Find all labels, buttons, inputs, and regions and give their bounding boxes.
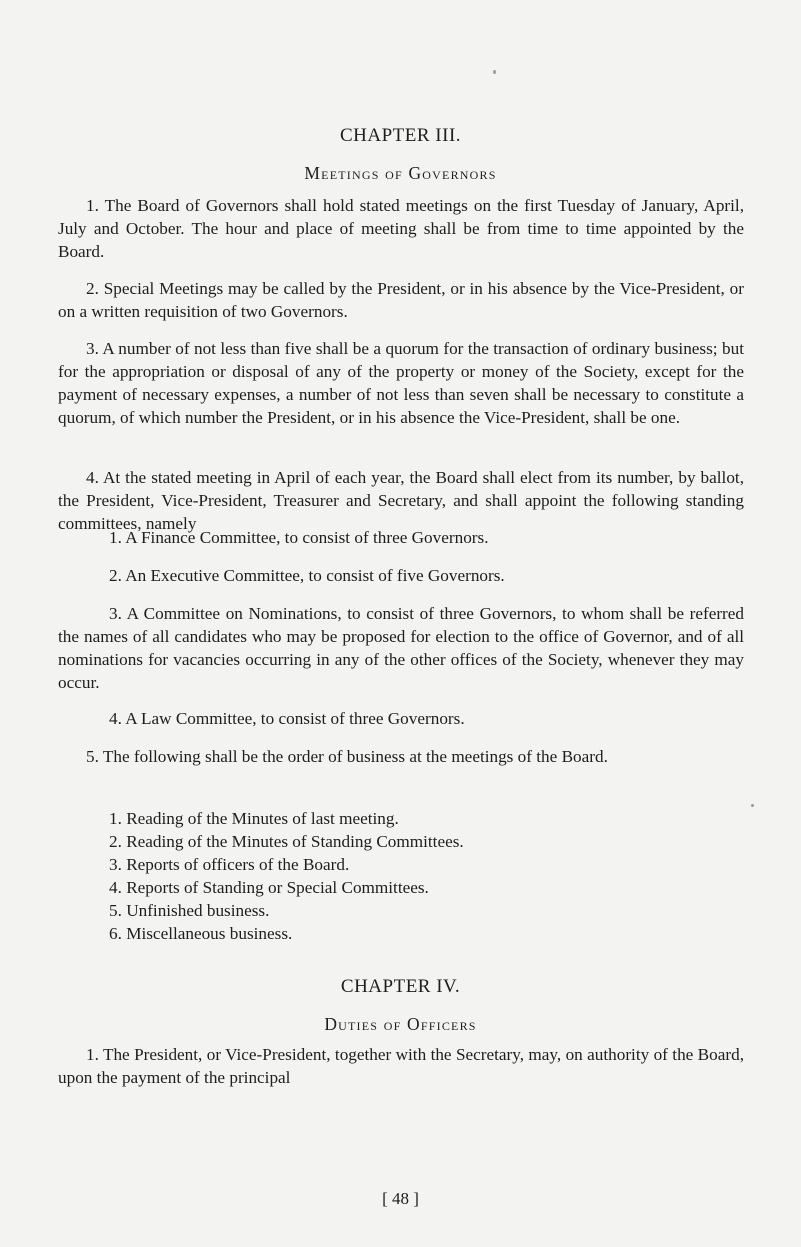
section-subheading: Meetings of Governors [304,163,497,183]
paragraph: 2. Special Meetings may be called by the President, or in his absence by the Vice-President, or on a written requisition of two Governors. [58,279,744,321]
paragraph: 3. A number of not less than five shall be a quorum for the transaction of ordinary business; but for the appropriation or disposal of any of the property or money of the Society, except for the payment of necessary expenses, a number of not less than seven shall be necessary to constitute a quorum, of which number the President, or in his absence the Vice-President, shall be one. [58,339,744,427]
ink-speck [493,70,496,74]
section-subheading: Duties of Officers [324,1014,477,1034]
list-item: 5. Unfinished business. [109,901,270,920]
list-item: 2. Reading of the Minutes of Standing Committees. [109,832,464,851]
list-item: 1. Reading of the Minutes of last meeting. [109,809,399,828]
paragraph: 1. The President, or Vice-President, together with the Secretary, may, on authority of the Board, upon the payment of the principal [58,1045,744,1087]
ink-speck [751,804,754,807]
order-of-business-list [109,807,709,945]
chapter-heading: CHAPTER III. [339,125,462,146]
page-number: [ 48 ] [382,1189,419,1208]
committee-item: 3. A Committee on Nominations, to consist of three Governors, to whom shall be referred the names of all candidates who may be proposed for election to the office of Governor, and of all nominations for vacancies occurring in any of the other offices of the Society, whenever they may occur. [58,604,744,692]
list-item: 6. Miscellaneous business. [109,924,293,943]
chapter-heading: CHAPTER IV. [340,976,461,997]
list-item: 3. Reports of officers of the Board. [109,855,350,874]
list-item: 4. Reports of Standing or Special Committees. [109,878,429,897]
committee-item: 1. A Finance Committee, to consist of three Governors. [109,528,489,547]
committee-item: 2. An Executive Committee, to consist of five Governors. [109,566,505,585]
paragraph: 5. The following shall be the order of business at the meetings of the Board. [86,747,608,766]
committee-item: 4. A Law Committee, to consist of three Governors. [109,709,465,728]
paragraph: 1. The Board of Governors shall hold stated meetings on the first Tuesday of January, April, July and October. The hour and place of meeting shall be from time to time appointed by the Board. [58,196,744,261]
paragraph: 4. At the stated meeting in April of each year, the Board shall elect from its number, by ballot, the President, Vice-President, Treasurer and Secretary, and shall appoint the following standing committees, namely [58,468,744,533]
